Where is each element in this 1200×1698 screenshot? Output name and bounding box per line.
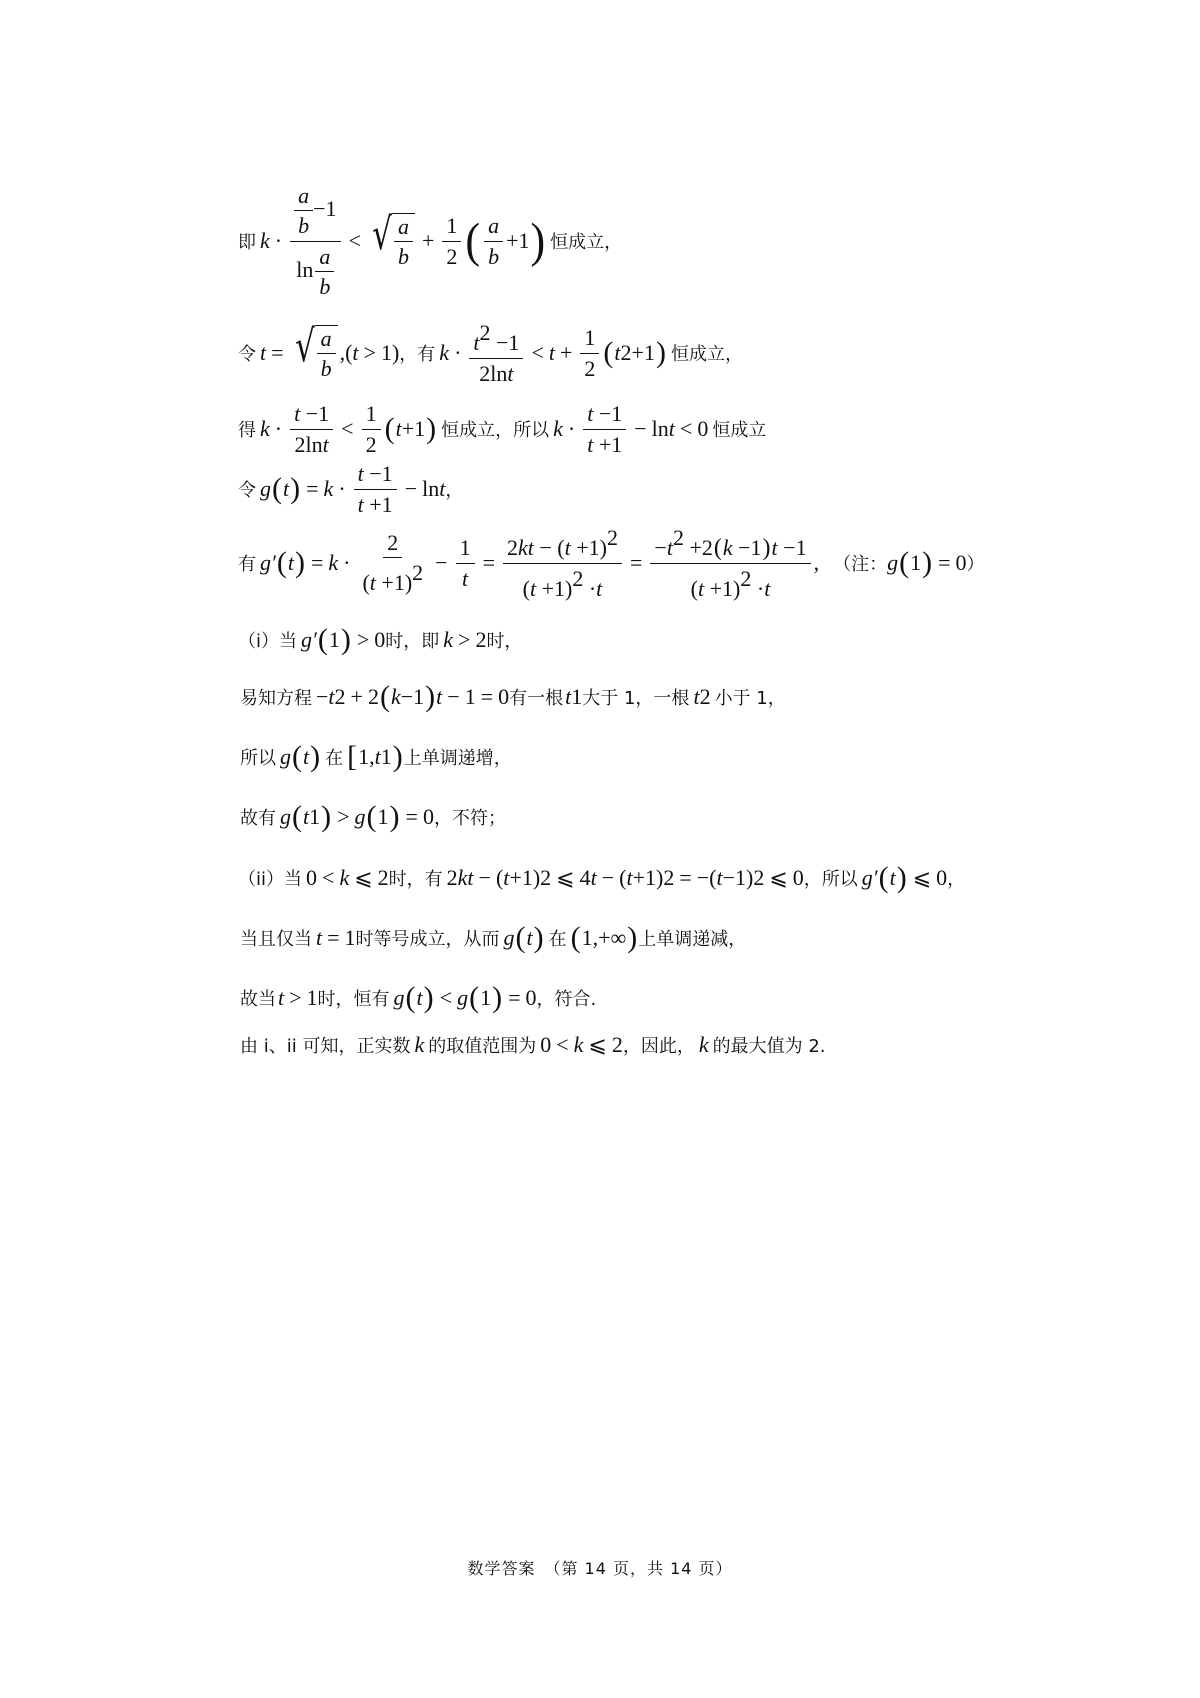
text: 得 <box>238 420 256 441</box>
text: 的取值范围为 <box>428 1036 537 1057</box>
sqrt: √ $\frac{a}{b}$ <box>368 213 415 270</box>
text: ， <box>947 869 966 890</box>
text: 恒成立， <box>670 344 743 365</box>
text: 令 <box>238 344 256 365</box>
text: 故有 <box>240 808 276 829</box>
text: 当且仅当 <box>240 929 312 950</box>
text: 大于 1，一根 <box>582 688 690 709</box>
text: 由 i、ii 可知，正实数 <box>240 1036 411 1057</box>
text: 在 <box>325 748 344 769</box>
text: 时，恒有 <box>317 989 390 1010</box>
text: 恒成立 <box>712 420 767 441</box>
text: ，因此， <box>622 1036 695 1057</box>
text: 在 <box>548 929 567 950</box>
line-8: 所以 g ( t ) 在 [ 1, t 1 ) 上单调递增， <box>240 740 512 773</box>
line-13: 由 i、ii 可知，正实数 k 的取值范围为 0 < k ⩽ 2 ，因此， k 的最大值为 2. <box>240 1032 826 1057</box>
text: ，不符； <box>433 808 506 829</box>
text: 即 <box>238 232 256 253</box>
text: 时，即 <box>385 631 440 652</box>
text: 令 <box>238 480 256 501</box>
text: ，有 <box>399 344 436 365</box>
line-10: （ii）当 0 < k ⩽ 2 时，有 2 kt − ( t +1) 2 ⩽ 4 t − ( t +1) 2 = −( t −1) 2 ⩽ 0 ，所以 g′ ( t ) ⩽ 0 ， <box>238 861 966 894</box>
text: 故当 <box>240 989 276 1010</box>
text: 有一根 <box>509 688 564 709</box>
text: ） <box>966 554 985 575</box>
text: （i）当 <box>238 631 298 652</box>
text: ，符合. <box>536 989 597 1010</box>
line-12: 故当 t > 1 时，恒有 g ( t ) < g ( 1 ) = 0 ，符合. <box>240 981 597 1014</box>
text: 时， <box>486 631 523 652</box>
line-4: 令 g ( t ) = k · $\frac{t -1}{t +1}$ − ln t ， <box>238 460 464 517</box>
line-2: 令 t = √ $\frac{a}{b}$ ,( t > 1) ，有 k · $\frac{t^2 -1}{2\ln t}$ < t + $\frac{1}{2}$ ( t 2 +1 ) 恒成立， <box>238 319 743 386</box>
text: 恒成立，所以 <box>441 420 550 441</box>
line-3: 得 k · $\frac{t -1}{2\ln t}$ < $\frac{1}{2}$ ( t +1 ) 恒成立，所以 k · $\frac{t -1}{t +1}$ − ln t < 0 恒成立 <box>238 400 767 457</box>
text: 小于 1， <box>714 688 786 709</box>
line-5: 有 g′ ( t ) = k · $\frac{2}{(t +1)^2}$ − $\frac{1}{t}$ = $\frac{2kt - (t +1)^2}{(t +1)^2 \cdot t}$ = $\frac{-t^2 +2(k -1)t -1}{(t +1)^2 \cdot t}$ , （注： g ( 1 ) = 0 ） <box>238 524 985 601</box>
fraction: $\frac{a}{b}$ −1 ln $\frac{a}{b}$ <box>290 183 340 299</box>
math: k <box>260 228 270 253</box>
text: ，所以 <box>803 869 858 890</box>
text: 所以 <box>240 748 276 769</box>
page-footer: 数学答案 （第 14 页，共 14 页） <box>467 1559 733 1578</box>
text: 易知方程 <box>240 688 312 709</box>
text: 上单调递减， <box>638 929 747 950</box>
text: 的最大值为 2. <box>712 1036 826 1057</box>
text: ， <box>445 480 464 501</box>
text: 恒成立， <box>550 232 623 253</box>
text: （ii）当 <box>238 869 303 890</box>
line-9: 故有 g ( t 1 ) > g ( 1 ) = 0 ，不符； <box>240 800 506 833</box>
text: 时，有 <box>388 869 443 890</box>
text: 有 <box>238 554 256 575</box>
line-7: 易知方程 − t 2 + 2 ( k −1 ) t − 1 = 0 有一根 t 1 大于 1，一根 t 2 小于 1， <box>240 680 786 713</box>
line-1: 即 k · $\frac{a}{b}$ −1 ln $\frac{a}{b}$ < √ $\frac{a}{b}$ + $\frac{1}{2}$ ( $\frac{a}{b}$ +1 ) 恒成立， <box>238 182 623 299</box>
line-11: 当且仅当 t = 1 时等号成立，从而 g ( t ) 在 ( 1,+∞ ) 上单调递减， <box>240 921 747 954</box>
text: 时等号成立，从而 <box>355 929 500 950</box>
text: （注： <box>833 554 888 575</box>
text: 上单调递增， <box>403 748 512 769</box>
line-6: （i）当 g′ ( 1 ) > 0 时，即 k > 2 时， <box>238 623 523 656</box>
